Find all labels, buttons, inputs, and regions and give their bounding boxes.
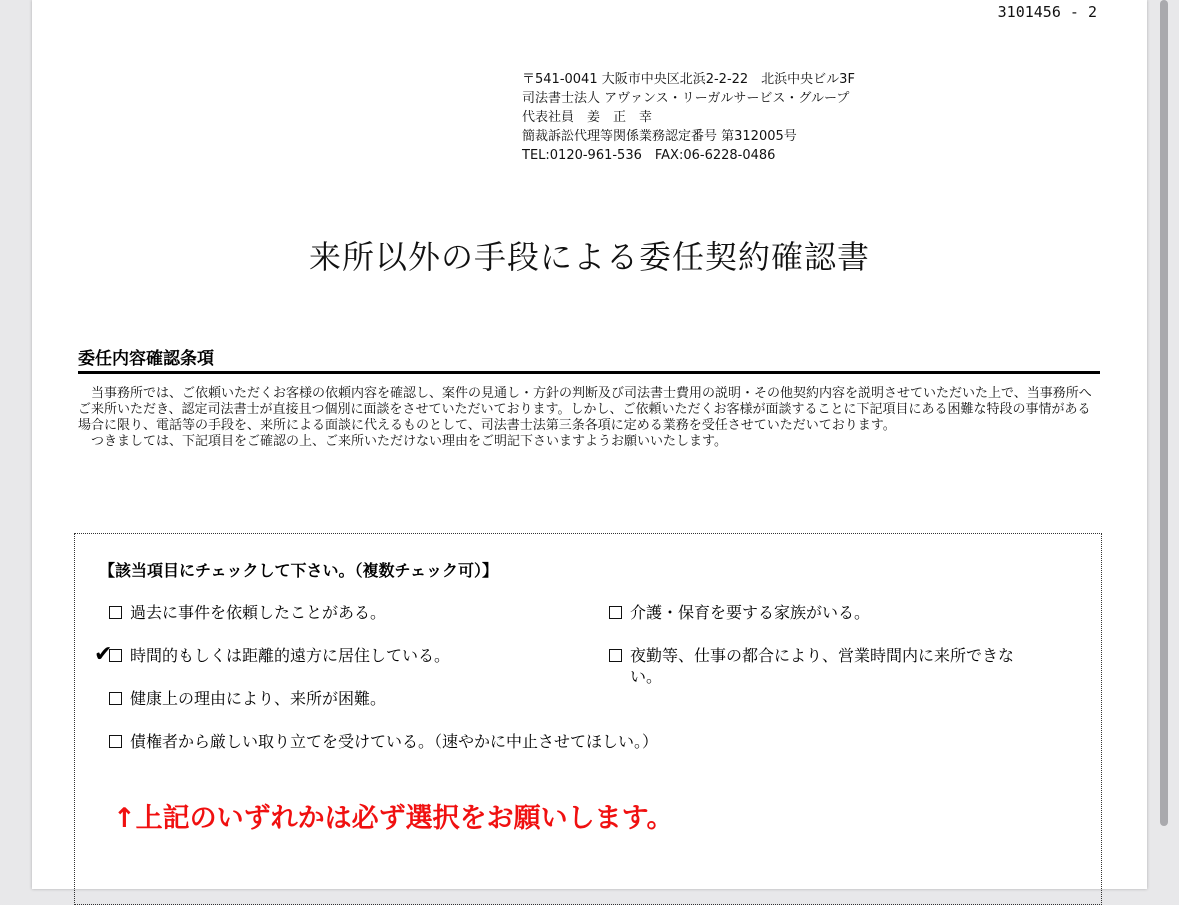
- checkbox-item[interactable]: [609, 645, 1039, 687]
- checkbox[interactable]: [109, 735, 122, 748]
- check-mark-icon: ✔: [94, 642, 113, 667]
- document-number: 3101456 - 2: [997, 3, 1097, 21]
- checkbox-item[interactable]: [109, 731, 658, 752]
- office-address: [522, 70, 855, 165]
- paragraph: 当事務所では、ご依頼いただくお客様の依頼内容を確認し、案件の見通し・方針の判断及び司法書士費用の説明・その他契約内容を説明させていただいた上で、当事務所へご来所いただき、認定司法書士が直接且つ個別に面談をさせていただいております。しかし、ご依頼いただくお客様が面談することに下記項目にある困難な特段の事情がある場合に限り、電話等の手段を、来所による面談に代えるものとして、司法書士法第三条各項に定める業務を受任させていただいております。: [78, 386, 1092, 433]
- contact-numbers: TEL:0120-961-536 FAX:06-6228-0486: [522, 148, 776, 163]
- office-name: 司法書士法人 アヴァンス・リーガルサービス・グループ: [522, 91, 850, 106]
- checkbox-label: 債権者から厳しい取り立てを受けている。（速やかに中止させてほしい。）: [130, 732, 659, 751]
- intro-text: [78, 386, 1102, 450]
- checkbox-item[interactable]: [609, 602, 870, 623]
- checkbox-label: 健康上の理由により、来所が困難。: [130, 689, 387, 708]
- representative: 代表社員 姜 正 幸: [522, 110, 653, 125]
- paragraph: つきましては、下記項目をご確認の上、ご来所いただけない理由をご明記下さいますようお願いいたします。: [91, 434, 727, 449]
- checkbox-label: 介護・保育を要する家族がいる。: [630, 603, 871, 622]
- checkbox[interactable]: [609, 649, 622, 662]
- certification-number: 簡裁訴訟代理等関係業務認定番号 第312005号: [522, 129, 797, 144]
- checkbox-label: 夜勤等、仕事の都合により、営業時間内に来所できない。: [630, 646, 1015, 686]
- checkbox-checked[interactable]: [94, 642, 122, 667]
- checkbox-label: 過去に事件を依頼したことがある。: [130, 603, 387, 622]
- checklist-box: [74, 533, 1102, 905]
- checklist-heading: 【該当項目にチェックして下さい。（複数チェック可）】: [99, 561, 499, 580]
- scrollbar[interactable]: [1160, 0, 1168, 826]
- checkbox-item[interactable]: [94, 642, 451, 667]
- checkbox-label: 時間的もしくは距離的遠方に居住している。: [130, 646, 451, 665]
- checkbox-item[interactable]: [109, 602, 386, 623]
- checkbox-item[interactable]: [109, 688, 386, 709]
- required-selection-note: ↑上記のいずれかは必ず選択をお願いします。: [113, 803, 674, 834]
- document-page: [32, 0, 1147, 889]
- checkbox[interactable]: [109, 692, 122, 705]
- checkbox[interactable]: [109, 606, 122, 619]
- checkbox[interactable]: [609, 606, 622, 619]
- section-title: 委任内容確認条項: [78, 344, 1100, 374]
- address-line: 〒541-0041 大阪市中央区北浜2-2-22 北浜中央ビル3F: [522, 72, 855, 87]
- document-title: 来所以外の手段による委任契約確認書: [308, 238, 870, 276]
